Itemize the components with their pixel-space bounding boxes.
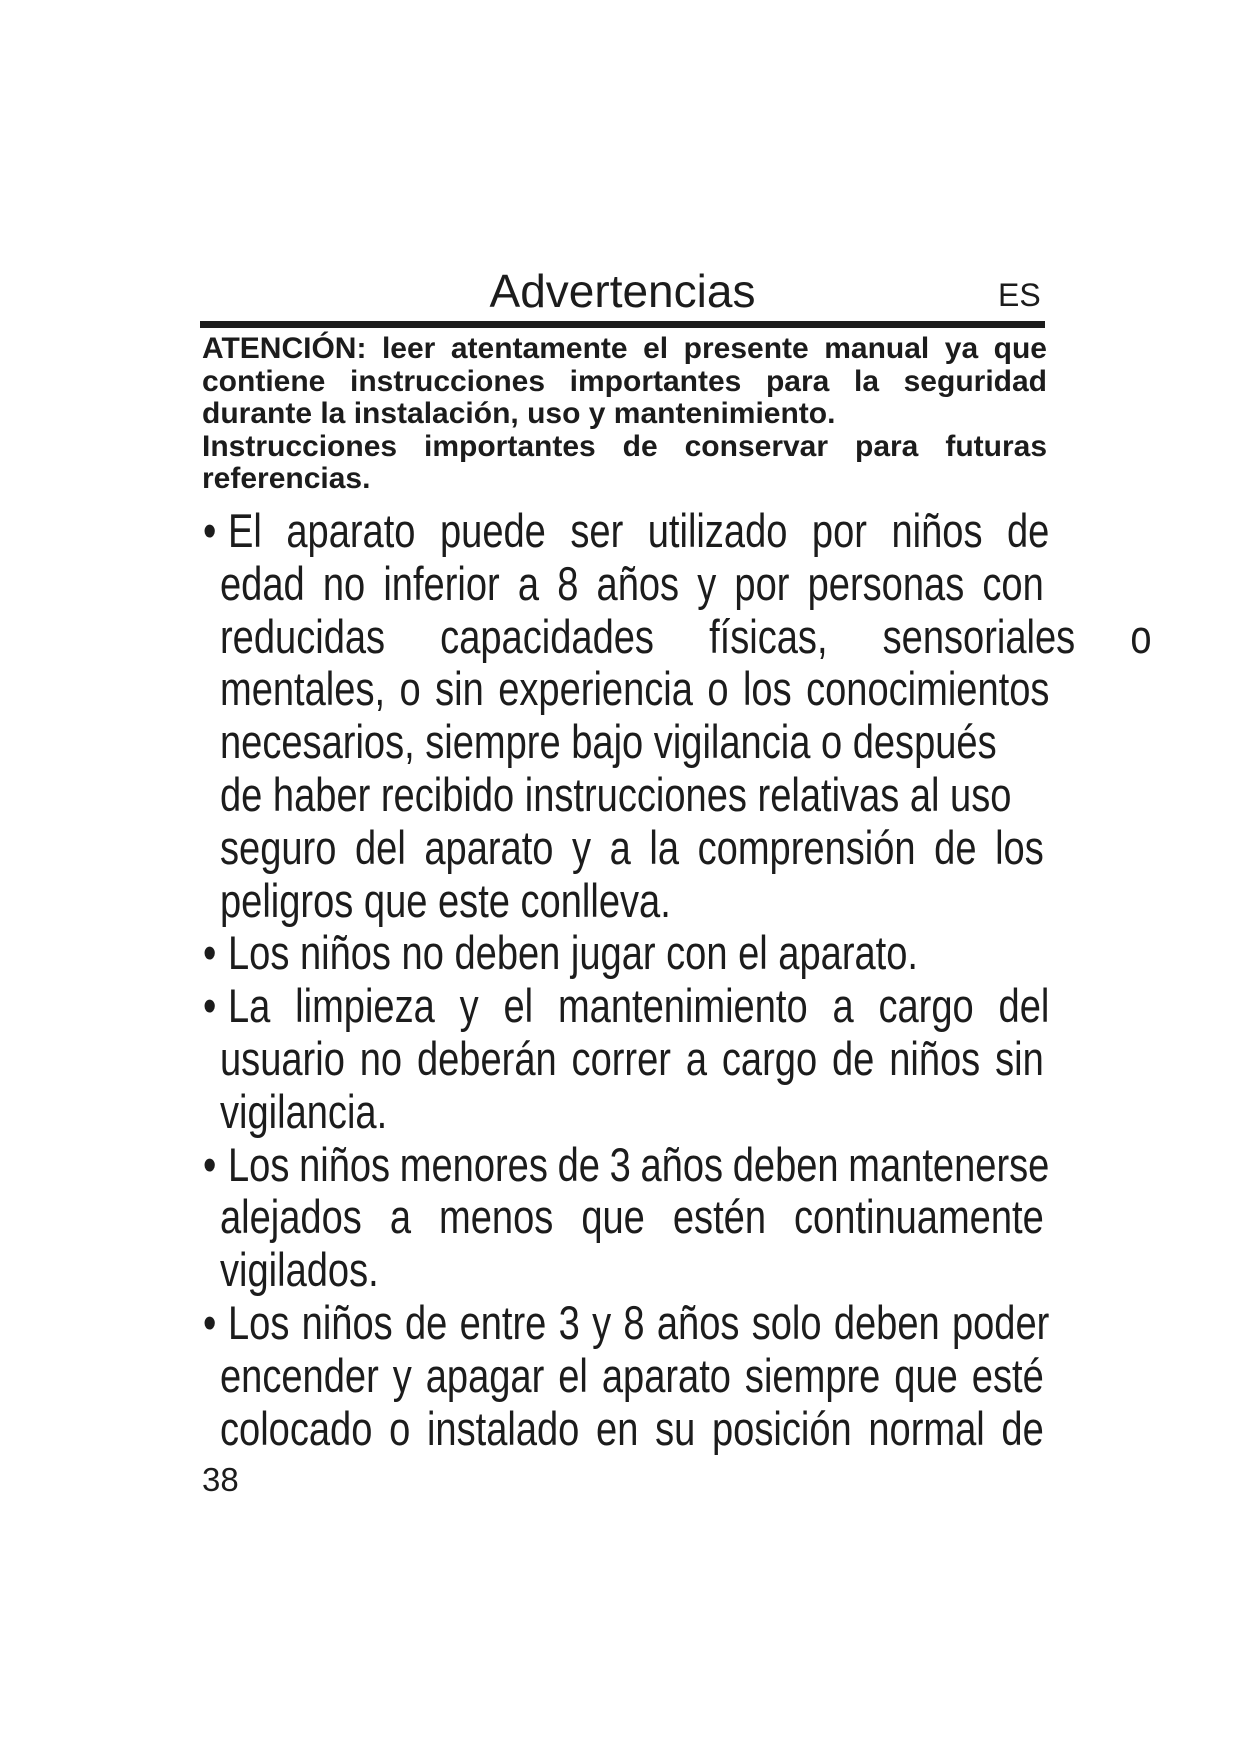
list-item-continuation: [0, 1086, 1241, 1139]
list-item: [0, 1139, 1241, 1192]
list-item-continuation: [0, 875, 1241, 928]
header-divider: [200, 321, 1045, 328]
list-item-line: La limpieza y el mantenimiento a cargo del: [228, 979, 1050, 1033]
list-item-line: usuario no deberán correr a cargo de niños sin: [220, 1031, 1044, 1085]
list-item: [0, 1297, 1241, 1350]
page-title: Advertencias: [489, 265, 756, 317]
list-item: [0, 505, 1241, 558]
list-item-line: de haber recibido instrucciones relativas al uso: [220, 767, 1012, 821]
list-item-continuation: [0, 769, 1241, 822]
list-item: [0, 927, 1241, 980]
list-item-line: vigilados.: [220, 1243, 379, 1297]
list-item-line: Los niños no deben jugar con el aparato.: [228, 926, 919, 980]
list-item-line: reducidas capacidades físicas, sensoriales o: [220, 609, 1152, 663]
bullet-icon: •: [203, 926, 217, 980]
list-item-line: colocado o instalado en su posición normal de: [220, 1401, 1044, 1455]
notice-line: referencias.: [202, 462, 371, 495]
attention-notice: [202, 333, 1047, 496]
bullet-icon: •: [203, 1137, 217, 1191]
list-item-line: mentales, o sin experiencia o los conocimientos: [220, 662, 1050, 716]
language-code: ES: [998, 277, 1041, 313]
list-item-continuation: [0, 1033, 1241, 1086]
notice-line: durante la instalación, uso y mantenimiento.: [202, 397, 836, 430]
notice-line: contiene instrucciones importantes para la seguridad: [202, 364, 1047, 398]
list-item-line: seguro del aparato y a la comprensión de los: [220, 820, 1044, 874]
bullet-icon: •: [203, 504, 217, 557]
notice-line: ATENCIÓN: leer atentamente el presente manual ya que: [202, 332, 1047, 365]
bullet-icon: •: [203, 1295, 217, 1349]
list-item-line: vigilancia.: [220, 1084, 388, 1138]
list-item-line: Los niños de entre 3 y 8 años solo deben poder: [228, 1295, 1050, 1349]
list-item-line: necesarios, siempre bajo vigilancia o después: [220, 715, 997, 769]
list-item-line: Los niños menores de 3 años deben mantenerse: [228, 1137, 1050, 1191]
list-item-line: encender y apagar el aparato siempre que esté: [220, 1348, 1044, 1402]
list-item-continuation: [0, 663, 1241, 716]
list-item-continuation: [0, 822, 1241, 875]
list-item-continuation: [0, 716, 1241, 769]
list-item-continuation: [0, 1244, 1241, 1297]
notice-line: Instrucciones importantes de conservar para futuras: [202, 429, 1047, 463]
list-item: [0, 980, 1241, 1033]
page-number: 38: [202, 1461, 239, 1498]
list-item-line: El aparato puede ser utilizado por niños de: [228, 504, 1050, 557]
list-item-continuation: [0, 558, 1241, 611]
list-item-line: peligros que este conlleva.: [220, 873, 671, 927]
list-item-line: edad no inferior a 8 años y por personas con: [220, 556, 1044, 610]
list-item-continuation: [0, 1191, 1241, 1244]
list-item-line: alejados a menos que estén continuamente: [220, 1190, 1044, 1244]
list-item-continuation: [0, 1350, 1241, 1403]
list-item-continuation: [0, 611, 1241, 664]
bullet-icon: •: [203, 979, 217, 1033]
warnings-list: [0, 505, 1241, 1455]
list-item-continuation: [0, 1403, 1241, 1456]
